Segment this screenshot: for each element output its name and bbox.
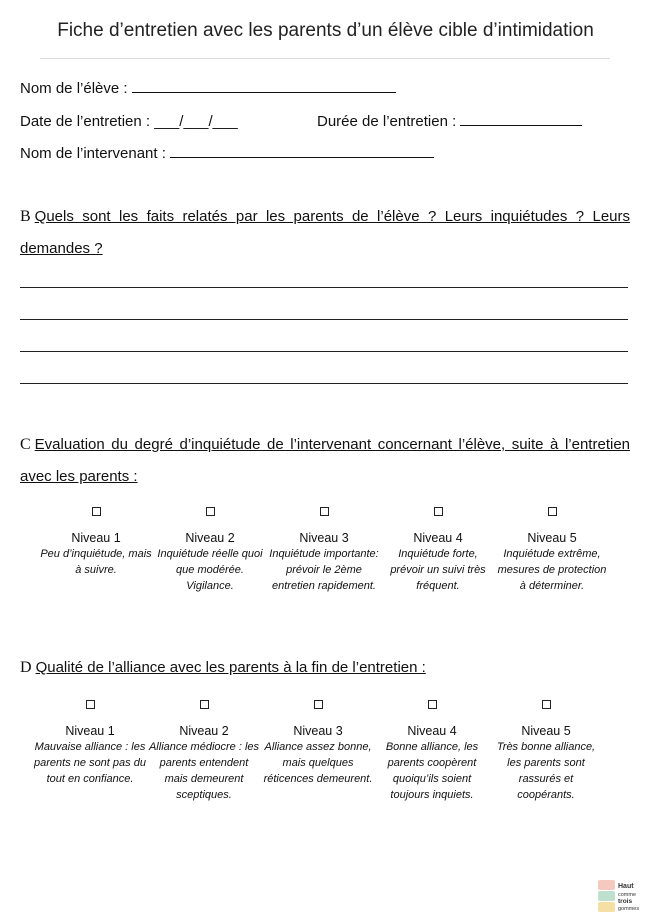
level-label: Niveau 4 xyxy=(407,724,457,738)
svg-text:comme: comme xyxy=(618,892,637,898)
level-label: Niveau 4 xyxy=(413,531,463,545)
level-option-4 xyxy=(375,696,489,803)
checkbox[interactable] xyxy=(428,700,437,709)
level-label: Niveau 5 xyxy=(521,724,571,738)
level-description: Bonne alliance, les parents coopèrent quoiqu’ils soient toujours inquiets. xyxy=(385,741,479,801)
level-label: Niveau 5 xyxy=(527,531,577,545)
haut-comme-trois-gommes-logo xyxy=(596,878,646,914)
section-b-heading xyxy=(20,201,630,265)
level-option-4 xyxy=(381,503,495,594)
level-description: Inquiétude importante: prévoir le 2ème entretien rapidement. xyxy=(269,548,379,592)
level-description: Alliance médiocre : les parents entendent mais demeurent sceptiques. xyxy=(148,741,260,801)
section-letter: C xyxy=(20,436,31,453)
svg-text:trois: trois xyxy=(618,898,633,905)
divider xyxy=(40,58,610,59)
level-label: Niveau 3 xyxy=(299,531,349,545)
checkbox[interactable] xyxy=(314,700,323,709)
section-question: Qualité de l’alliance avec les parents à la fin de l’entretien : xyxy=(35,659,426,676)
checkbox[interactable] xyxy=(200,700,209,709)
level-label: Niveau 1 xyxy=(65,724,115,738)
level-description: Alliance assez bonne, mais quelques réticences demeurent. xyxy=(263,741,373,785)
level-option-3 xyxy=(261,696,375,803)
date-field xyxy=(20,113,238,130)
level-label: Niveau 3 xyxy=(293,724,343,738)
student-name-field xyxy=(20,80,396,97)
level-label: Niveau 1 xyxy=(71,531,121,545)
answer-line[interactable] xyxy=(20,351,628,352)
svg-text:gommes: gommes xyxy=(618,906,640,912)
concern-level-options xyxy=(39,503,609,594)
checkbox[interactable] xyxy=(92,507,101,516)
field-label: Durée de l’entretien : xyxy=(317,113,457,130)
level-label: Niveau 2 xyxy=(179,724,229,738)
level-description: Inquiétude extrême, mesures de protection à déterminer. xyxy=(497,548,607,592)
level-description: Inquiétude forte, prévoir un suivi très fréquent. xyxy=(390,548,486,592)
svg-text:Haut: Haut xyxy=(618,883,634,890)
level-description: Très bonne alliance, les parents sont rassurés et coopérants. xyxy=(496,741,596,801)
answer-line[interactable] xyxy=(20,287,628,288)
level-option-5 xyxy=(495,503,609,594)
checkbox[interactable] xyxy=(320,507,329,516)
level-label: Niveau 2 xyxy=(185,531,235,545)
answer-line[interactable] xyxy=(20,319,628,320)
section-question: Evaluation du degré d’inquiétude de l’intervenant concernant l’élève, suite à l’entretien avec les parents : xyxy=(20,436,630,485)
level-description: Mauvaise alliance : les parents ne sont pas du tout en confiance. xyxy=(34,741,146,785)
intervenant-blank[interactable] xyxy=(170,145,434,158)
checkbox[interactable] xyxy=(206,507,215,516)
level-option-1 xyxy=(33,696,147,803)
student-name-blank[interactable] xyxy=(132,80,396,93)
section-letter: B xyxy=(20,208,31,225)
intervenant-field xyxy=(20,145,434,162)
checkbox[interactable] xyxy=(548,507,557,516)
level-option-3 xyxy=(267,503,381,594)
field-label: Date de l’entretien : xyxy=(20,113,151,130)
section-question: Quels sont les faits relatés par les parents de l’élève ? Leurs inquiétudes ? Leurs demandes ? xyxy=(20,208,630,257)
page-title: Fiche d’entretien avec les parents d’un élève cible d’intimidation xyxy=(57,20,594,41)
answer-line[interactable] xyxy=(20,383,628,384)
level-description: Peu d’inquiétude, mais à suivre. xyxy=(40,548,152,576)
section-d-heading xyxy=(20,652,630,684)
field-label: Nom de l’intervenant : xyxy=(20,145,166,162)
alliance-level-options xyxy=(33,696,603,803)
level-description: Inquiétude réelle quoi que modérée. Vigilance. xyxy=(157,548,263,592)
level-option-2 xyxy=(147,696,261,803)
field-label: Nom de l’élève : xyxy=(20,80,128,97)
level-option-2 xyxy=(153,503,267,594)
checkbox[interactable] xyxy=(434,507,443,516)
section-letter: D xyxy=(20,659,32,676)
level-option-1 xyxy=(39,503,153,594)
section-c-heading xyxy=(20,429,630,493)
duration-field xyxy=(317,113,582,130)
level-option-5 xyxy=(489,696,603,803)
checkbox[interactable] xyxy=(86,700,95,709)
checkbox[interactable] xyxy=(542,700,551,709)
date-blank[interactable]: ___/___/___ xyxy=(154,113,238,130)
duration-blank[interactable] xyxy=(460,113,582,126)
